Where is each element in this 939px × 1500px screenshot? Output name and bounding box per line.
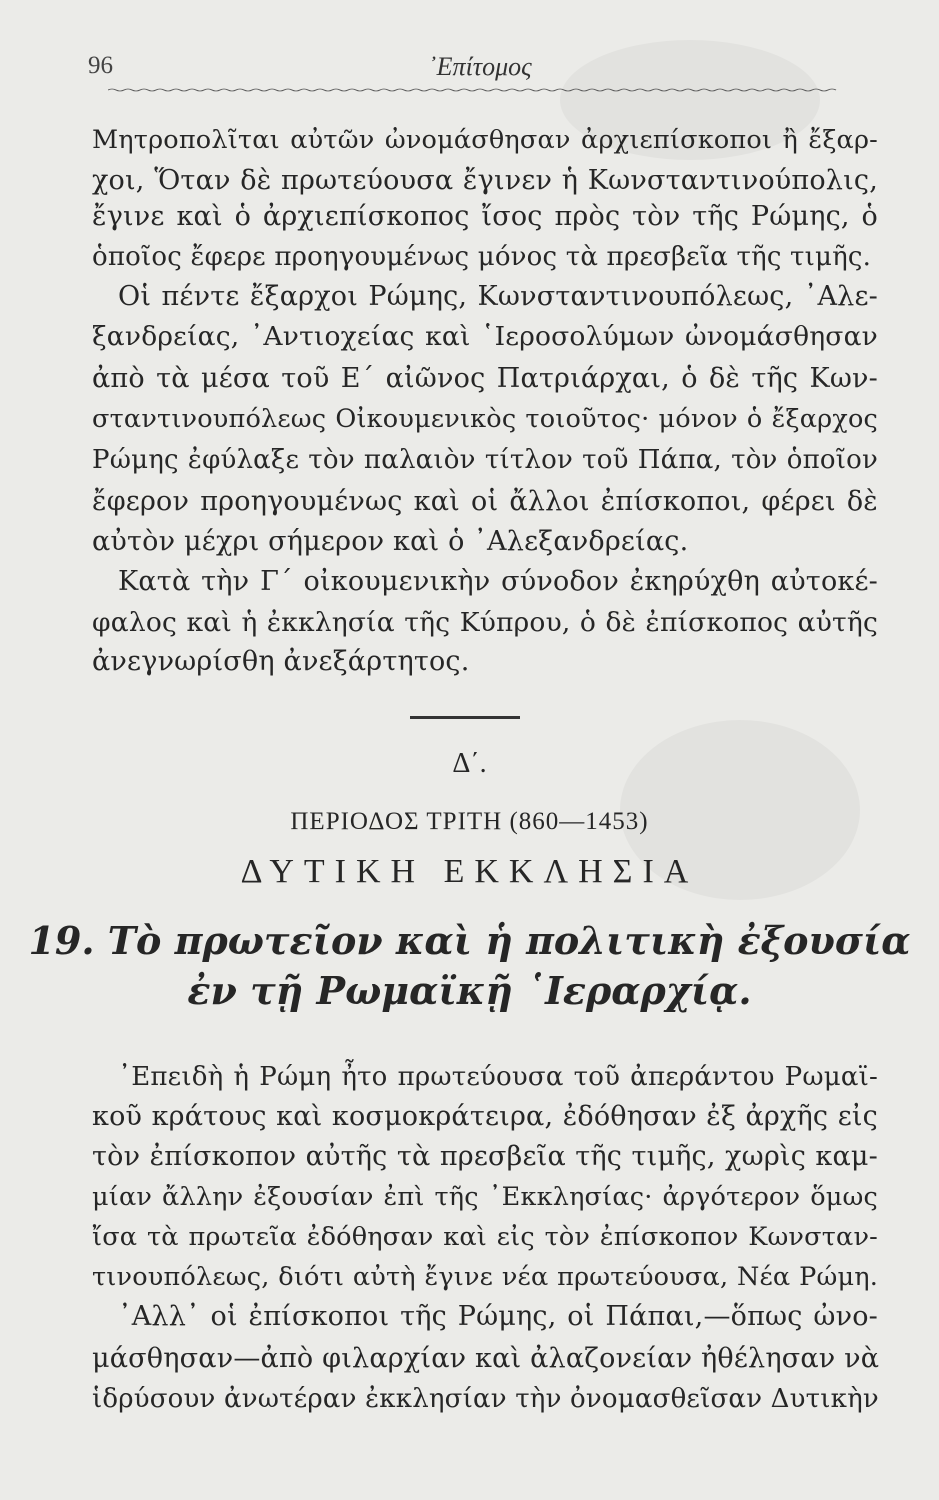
text-line: ἴσα τὰ πρωτεῖα ἐδόθησαν καὶ εἰς τὸν ἐπίσκοπον Κωνσταν-	[92, 1222, 878, 1252]
chapter-title: 19. Τὸ πρωτεῖον καὶ ἡ πολιτικὴ ἐξουσία	[28, 918, 911, 963]
text-line: τὸν ἐπίσκοπον αὐτῆς τὰ πρεσβεῖα τῆς τιμῆς, χωρὶς καμ-	[92, 1141, 878, 1172]
section-letter: Δ΄.	[452, 748, 487, 779]
text-line: χοι, Ὅταν δὲ πρωτεύουσα ἔγινεν ἡ Κωνσταντινούπολις,	[92, 165, 878, 196]
text-line: ξανδρείας, ᾿Αντιοχείας καὶ ῾Ιεροσολύμων ὠνομάσθησαν	[92, 321, 878, 352]
text-line: Οἱ πέντε ἔξαρχοι Ρώμης, Κωνσταντινουπόλεως, ᾿Αλε-	[118, 281, 878, 312]
text-line: τινουπόλεως, διότι αὐτὴ ἔγινε νέα πρωτεύουσα, Νέα Ρώμη.	[92, 1262, 878, 1292]
header-wavy-rule	[108, 88, 838, 92]
text-line: ὁποῖος ἔφερε προηγουμένως μόνος τὰ πρεσβεῖα τῆς τιμῆς.	[92, 242, 872, 272]
text-line: ἱδρύσουν ἀνωτέραν ἐκκλησίαν τὴν ὀνομασθεῖσαν Δυτικὴν	[92, 1384, 879, 1414]
text-line: Κατὰ τὴν Γ΄ οἰκουμενικὴν σύνοδον ἐκηρύχθη αὐτοκέ-	[118, 566, 878, 597]
text-line: μάσθησαν—ἀπὸ φιλαρχίαν καὶ ἀλαζονείαν ἠθέλησαν νὰ	[92, 1343, 880, 1374]
text-line: Μητροπολῖται αὐτῶν ὠνομάσθησαν ἀρχιεπίσκοποι ἢ ἔξαρ-	[92, 125, 878, 155]
church-heading: ΔΥΤΙΚΗ ΕΚΚΛΗΣΙΑ	[240, 853, 699, 890]
text-line: φαλος καὶ ἡ ἐκκλησία τῆς Κύπρου, ὁ δὲ ἐπίσκοπος αὐτῆς	[92, 607, 878, 638]
text-line: κοῦ κράτους καὶ κοσμοκράτειρα, ἐδόθησαν ἐξ ἀρχῆς εἰς	[92, 1101, 878, 1132]
text-line: Ρώμης ἐφύλαξε τὸν παλαιὸν τίτλον τοῦ Πάπα, τὸν ὁποῖον	[92, 445, 878, 475]
section-divider	[410, 716, 520, 719]
text-line: ἔφερον προηγουμένως καὶ οἱ ἄλλοι ἐπίσκοποι, φέρει δὲ	[92, 486, 878, 517]
text-line: ἔγινε καὶ ὁ ἀρχιεπίσκοπος ἴσος πρὸς τὸν τῆς Ρώμης, ὁ	[92, 201, 878, 232]
text-line: αὐτὸν μέχρι σήμερον καὶ ὁ ᾿Αλεξανδρείας.	[92, 526, 689, 557]
text-line: μίαν ἄλλην ἐξουσίαν ἐπὶ τῆς ᾿Εκκλησίας· ἀργότερον ὅμως	[92, 1182, 878, 1212]
page-header	[88, 52, 879, 92]
running-title: ᾿Επίτομος	[428, 52, 532, 81]
page-number: 96	[88, 52, 113, 79]
text-line: ᾿Αλλ᾿ οἱ ἐπίσκοποι τῆς Ρώμης, οἱ Πάπαι,—ὅπως ὠνο-	[118, 1301, 878, 1332]
period-heading: ΠΕΡΙΟΔΟΣ ΤΡΙΤΗ (860—1453)	[290, 808, 649, 835]
text-line: ᾿Επειδὴ ἡ Ρώμη ἦτο πρωτεύουσα τοῦ ἀπεράντου Ρωμαϊ-	[118, 1062, 878, 1092]
text-line: σταντινουπόλεως Οἰκουμενικὸς τοιοῦτος· μόνον ὁ ἔξαρχος	[92, 404, 878, 434]
chapter-title-continued: ἐν τῇ Ρωμαϊκῇ ῾Ιεραρχίᾳ.	[187, 968, 752, 1013]
text-line: ἀνεγνωρίσθη ἀνεξάρτητος.	[92, 646, 470, 677]
text-line: ἀπὸ τὰ μέσα τοῦ Ε΄ αἰῶνος Πατριάρχαι, ὁ δὲ τῆς Κων-	[92, 363, 878, 394]
